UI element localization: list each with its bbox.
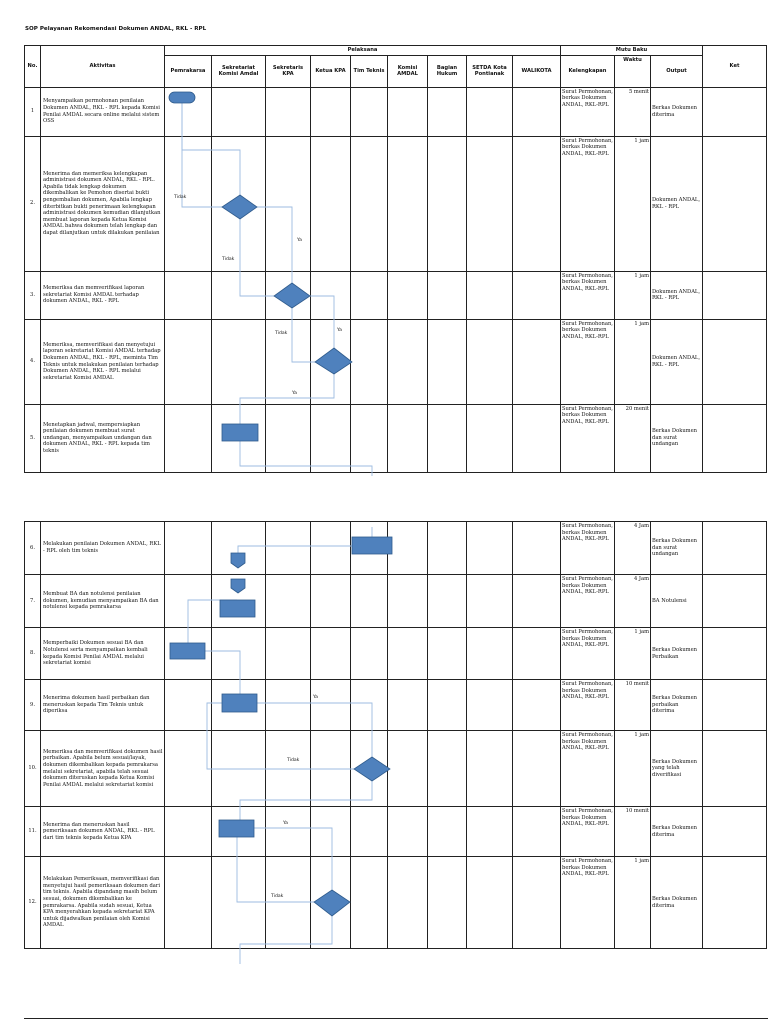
- header-role: WALIKOTA: [513, 55, 561, 87]
- process-box-shape: [222, 424, 258, 441]
- row-number: 2.: [25, 136, 41, 271]
- activity-text: Memeriksa dan memverifikasi dokumen hasil perbaikan. Apabila belum sesuai/layak, dokumen dikembalikan kepada pemrakarsa melalui sekretariat, apabila telah sesuai dokumen diteruskan kepada Ketua Komisi Penilai AMDAL melalui sekretariat komisi: [41, 731, 165, 807]
- kelengkapan-text: Surat Permohonan, berkas Dokumen ANDAL, RKL-RPL: [561, 680, 615, 731]
- kelengkapan-text: Surat Permohonan, berkas Dokumen ANDAL, RKL-RPL: [561, 731, 615, 807]
- output-text: Berkas Dokumen diterima: [651, 857, 703, 949]
- row-number: 5.: [25, 404, 41, 472]
- label-tidak: Tidak: [275, 331, 288, 336]
- row-number: 10.: [25, 731, 41, 807]
- waktu-text: 1 jam: [615, 271, 651, 319]
- activity-text: Menyampaikan permohonan penilaian Dokumen ANDAL, RKL - RPL kepada Komisi Penilai AMDAL secara online melalui sistem OSS: [41, 87, 165, 136]
- output-text: Berkas Dokumen diterima: [651, 87, 703, 136]
- label-ya: Ya: [313, 695, 318, 700]
- start-terminator-shape: [169, 92, 195, 103]
- output-text: Berkas Dokumen yang telah diverifikasi: [651, 731, 703, 807]
- output-text: Berkas Dokumen Perbaikan: [651, 628, 703, 680]
- header-aktivitas: Aktivitas: [41, 46, 165, 88]
- activity-text: Melakukan penilaian Dokumen ANDAL, RKL - RPL oleh tim teknis: [41, 522, 165, 575]
- row-number: 12.: [25, 857, 41, 949]
- waktu-text: 20 menit: [615, 404, 651, 472]
- header-kelengkapan: Kelengkapan: [561, 55, 615, 87]
- waktu-text: 1 jam: [615, 628, 651, 680]
- row-number: 8.: [25, 628, 41, 680]
- kelengkapan-text: Surat Permohonan, berkas Dokumen ANDAL, RKL-RPL: [561, 807, 615, 857]
- output-text: Dokumen ANDAL, RKL - RPL: [651, 136, 703, 271]
- waktu-text: 1 jam: [615, 136, 651, 271]
- offpage-connector-shape: [231, 579, 245, 593]
- output-text: Dokumen ANDAL, RKL - RPL: [651, 319, 703, 404]
- process-box-shape: [222, 694, 257, 712]
- waktu-text: 1 jam: [615, 319, 651, 404]
- process-box-shape: [219, 820, 254, 837]
- label-tidak: Tidak: [174, 195, 187, 200]
- decision-diamond-shape: [314, 890, 350, 916]
- activity-text: Memeriksa, memverifikasi dan menyetujui laporan sekretariat Komisi AMDAL terhadap Dokumen ANDAL, RKL - RPL, meminta Tim Teknis untuk melakukan penilaian terhadap Dokumen ANDAL, RKL - RPL melalui sekretariat Komisi AMDAL: [41, 319, 165, 404]
- row-number: 6.: [25, 522, 41, 575]
- kelengkapan-text: Surat Permohonan, berkas Dokumen ANDAL, RKL-RPL: [561, 136, 615, 271]
- kelengkapan-text: Surat Permohonan, berkas Dokumen ANDAL, RKL-RPL: [561, 628, 615, 680]
- header-role: Pemrakarsa: [165, 55, 212, 87]
- kelengkapan-text: Surat Permohonan, berkas Dokumen ANDAL, RKL-RPL: [561, 271, 615, 319]
- process-box-shape: [170, 643, 205, 659]
- output-text: Berkas Dokumen dan surat undangan: [651, 522, 703, 575]
- activity-text: Memeriksa dan memverifikasi laporan sekretariat Komisi AMDAL terhadap dokumen ANDAL, RKL - RPL: [41, 271, 165, 319]
- label-ya: Ya: [283, 821, 288, 826]
- output-text: Berkas Dokumen perbaikan diterima: [651, 680, 703, 731]
- header-waktu: Waktu: [615, 55, 651, 87]
- header-role: SETDA Kota Pontianak: [467, 55, 513, 87]
- output-text: Berkas Dokumen dan surat undangan: [651, 404, 703, 472]
- decision-diamond-shape: [274, 283, 310, 308]
- decision-diamond-shape: [354, 757, 390, 781]
- kelengkapan-text: Surat Permohonan, berkas Dokumen ANDAL, RKL-RPL: [561, 319, 615, 404]
- waktu-text: 10 menit: [615, 807, 651, 857]
- label-tidak: Tidak: [287, 758, 300, 763]
- kelengkapan-text: Surat Permohonan, berkas Dokumen ANDAL, RKL-RPL: [561, 857, 615, 949]
- waktu-text: 1 jam: [615, 857, 651, 949]
- header-role: Ketua KPA: [311, 55, 351, 87]
- output-text: Berkas Dokumen diterima: [651, 807, 703, 857]
- row-number: 11.: [25, 807, 41, 857]
- header-role: Komisi AMDAL: [388, 55, 428, 87]
- kelengkapan-text: Surat Permohonan, berkas Dokumen ANDAL, RKL-RPL: [561, 522, 615, 575]
- decision-diamond-shape: [222, 195, 257, 219]
- activity-text: Menerima dan memeriksa kelengkapan administrasi dokumen ANDAL, RKL - RPL. Apabila tidak lengkap dokumen dikembalikan ke Pemohon disertai bukti pengembalian dokumen, Apabila lengkap diterbitkan bukti penerimaan kelengkapan administrasi dokumen kemudian dilanjutkan membuat laporan kepada Ketua Komisi AMDAL bahwa dokumen telah lengkap dan dapat dilanjutkan untuk dilakukan penilaian: [41, 136, 165, 271]
- output-text: Dokumen ANDAL, RKL - RPL: [651, 271, 703, 319]
- header-role: Tim Teknis: [351, 55, 388, 87]
- activity-text: Menetapkan jadwal, mempersiapkan penilaian dokumen membuat surat undangan, menyampaikan undangan dan dokumen ANDAL, RKL - RPL kepada tim teknis: [41, 404, 165, 472]
- output-text: BA Notulensi: [651, 575, 703, 628]
- label-ya: Ya: [297, 238, 302, 243]
- label-ya: Ya: [292, 391, 297, 396]
- waktu-text: 10 menit: [615, 680, 651, 731]
- kelengkapan-text: Surat Permohonan, berkas Dokumen ANDAL, RKL-RPL: [561, 87, 615, 136]
- header-role: Sekretariat Komisi Amdal: [212, 55, 266, 87]
- row-number: 4.: [25, 319, 41, 404]
- document-title: SOP Pelayanan Rekomendasi Dokumen ANDAL, RKL - RPL: [25, 26, 207, 32]
- header-ket: Ket: [703, 46, 767, 88]
- waktu-text: 1 jam: [615, 731, 651, 807]
- row-number: 7.: [25, 575, 41, 628]
- row-number: 9.: [25, 680, 41, 731]
- activity-text: Menerima dan meneruskan hasil pemeriksaan dokumen ANDAL, RKL - RPL dari tim teknis kepada Ketua KPA: [41, 807, 165, 857]
- activity-text: Melakukan Pemeriksaan, memverifikasi dan menyetujui hasil pemeriksaan dokumen dari tim teknis. Apabila dipandang masih belum sesuai, dokumen dikembalikan ke pemrakarsa. Apabila sudah sesuai, Ketua KPA menyerahkan kepada sekretariat KPA untuk dijadwalkan penilaian oleh Komisi AMDAL: [41, 857, 165, 949]
- waktu-text: 4 Jam: [615, 575, 651, 628]
- header-role: Bagian Hukum: [428, 55, 467, 87]
- kelengkapan-text: Surat Permohonan, berkas Dokumen ANDAL, RKL-RPL: [561, 575, 615, 628]
- waktu-text: 4 Jam: [615, 522, 651, 575]
- header-pelaksana: Pelaksana: [165, 46, 561, 56]
- header-output: Output: [651, 55, 703, 87]
- flow-labels: [173, 194, 342, 899]
- activity-text: Menerima dokumen hasil perbaikan dan meneruskan kepada Tim Teknis untuk diperiksa: [41, 680, 165, 731]
- process-box-shape: [352, 537, 392, 554]
- kelengkapan-text: Surat Permohonan, berkas Dokumen ANDAL, RKL-RPL: [561, 404, 615, 472]
- waktu-text: 5 menit: [615, 87, 651, 136]
- header-role: Sekretaris KPA: [266, 55, 311, 87]
- header-mutu-baku: Mutu Baku: [561, 46, 703, 56]
- flow-shapes: [169, 92, 392, 916]
- connector-lines: [182, 103, 372, 964]
- row-number: 1: [25, 87, 41, 136]
- label-tidak: Tidak: [222, 257, 235, 262]
- header-no: No.: [25, 46, 41, 88]
- activity-text: Memperbaiki Dokumen sesuai BA dan Notulensi serta menyampaikan kembali kepada Komisi Penilai AMDAL melalui sekretariat komisi: [41, 628, 165, 680]
- row-number: 3.: [25, 271, 41, 319]
- activity-text: Membuat BA dan notulensi penilaian dokumen, kemudian menyampaikan BA dan notulensi kepada pemrakarsa: [41, 575, 165, 628]
- decision-diamond-shape: [315, 348, 352, 374]
- label-tidak: Tidak: [271, 894, 284, 899]
- process-box-shape: [220, 600, 255, 617]
- offpage-connector-shape: [231, 553, 245, 568]
- label-ya: Ya: [337, 328, 342, 333]
